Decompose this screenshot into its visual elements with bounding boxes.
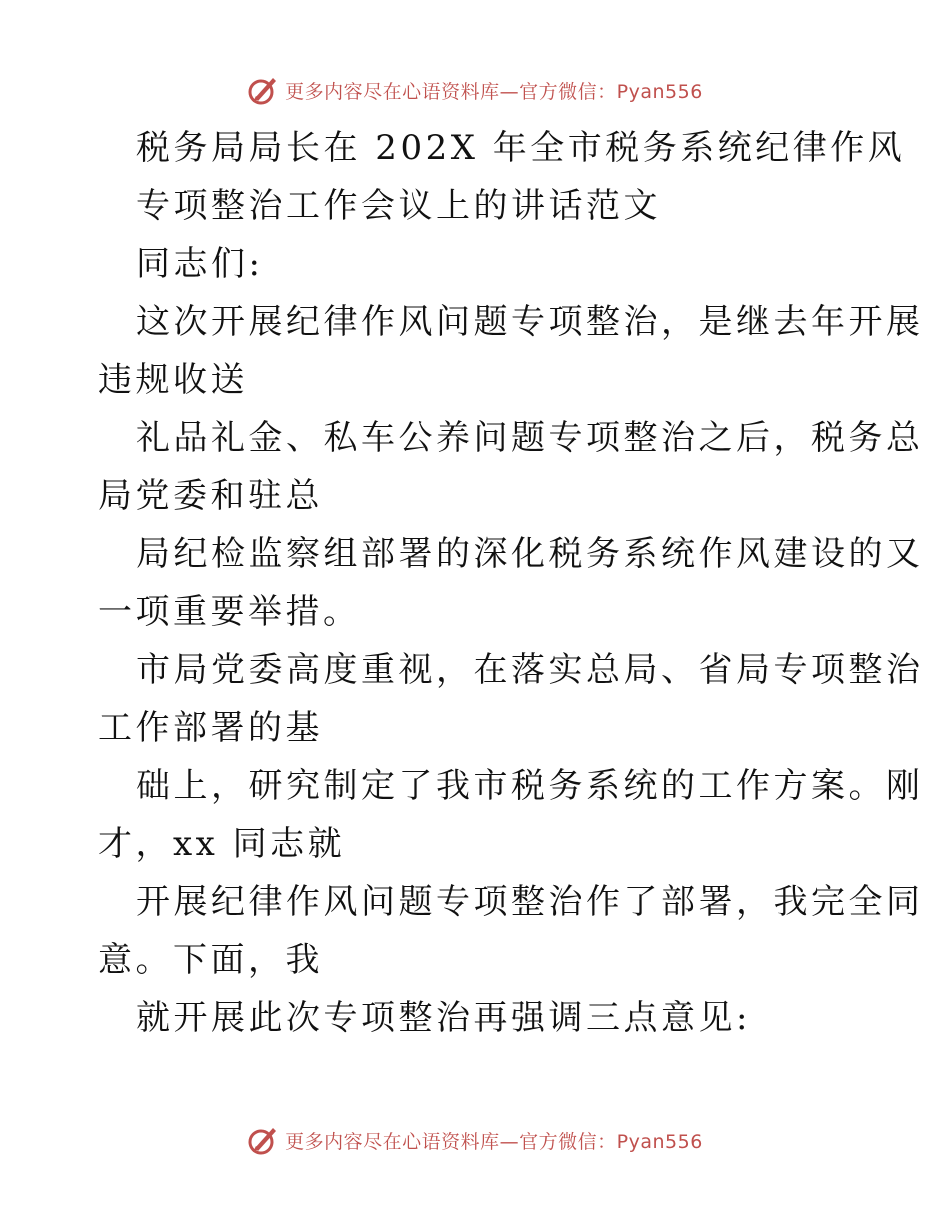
paragraph-line: 违规收送	[98, 360, 248, 400]
watermark-text: 更多内容尽在心语资料库—官方微信：Pyan556	[285, 80, 703, 103]
paragraph-line: 局党委和驻总	[98, 476, 323, 516]
paragraph-line: 礼品礼金、私车公养问题专项整治之后，税务总	[136, 418, 924, 458]
paragraph-line: 局纪检监察组部署的深化税务系统作风建设的又	[136, 534, 924, 574]
paragraph-line: 开展纪律作风问题专项整治作了部署，我完全同	[136, 882, 924, 922]
watermark-text: 更多内容尽在心语资料库—官方微信：Pyan556	[285, 1130, 703, 1153]
paragraph-line: 础上，研究制定了我市税务系统的工作方案。刚	[136, 766, 924, 806]
salutation: 同志们:	[136, 244, 264, 284]
header-watermark	[0, 72, 950, 108]
paragraph-line: 意。下面，我	[98, 940, 323, 980]
paragraph-line: 才，xx 同志就	[98, 824, 346, 864]
paragraph-line: 就开展此次专项整治再强调三点意见:	[136, 998, 751, 1038]
quill-pen-logo-icon	[247, 74, 279, 106]
footer-watermark	[0, 1122, 950, 1158]
paragraph-line: 一项重要举措。	[98, 592, 361, 632]
paragraph-line: 市局党委高度重视，在落实总局、省局专项整治	[136, 650, 924, 690]
document-title-line-2: 专项整治工作会议上的讲话范文	[136, 186, 661, 226]
paragraph-line: 这次开展纪律作风问题专项整治，是继去年开展	[136, 302, 924, 342]
document-title-line-1: 税务局局长在 202X 年全市税务系统纪律作风	[136, 128, 906, 168]
paragraph-line: 工作部署的基	[98, 708, 323, 748]
quill-pen-logo-icon	[247, 1124, 279, 1156]
